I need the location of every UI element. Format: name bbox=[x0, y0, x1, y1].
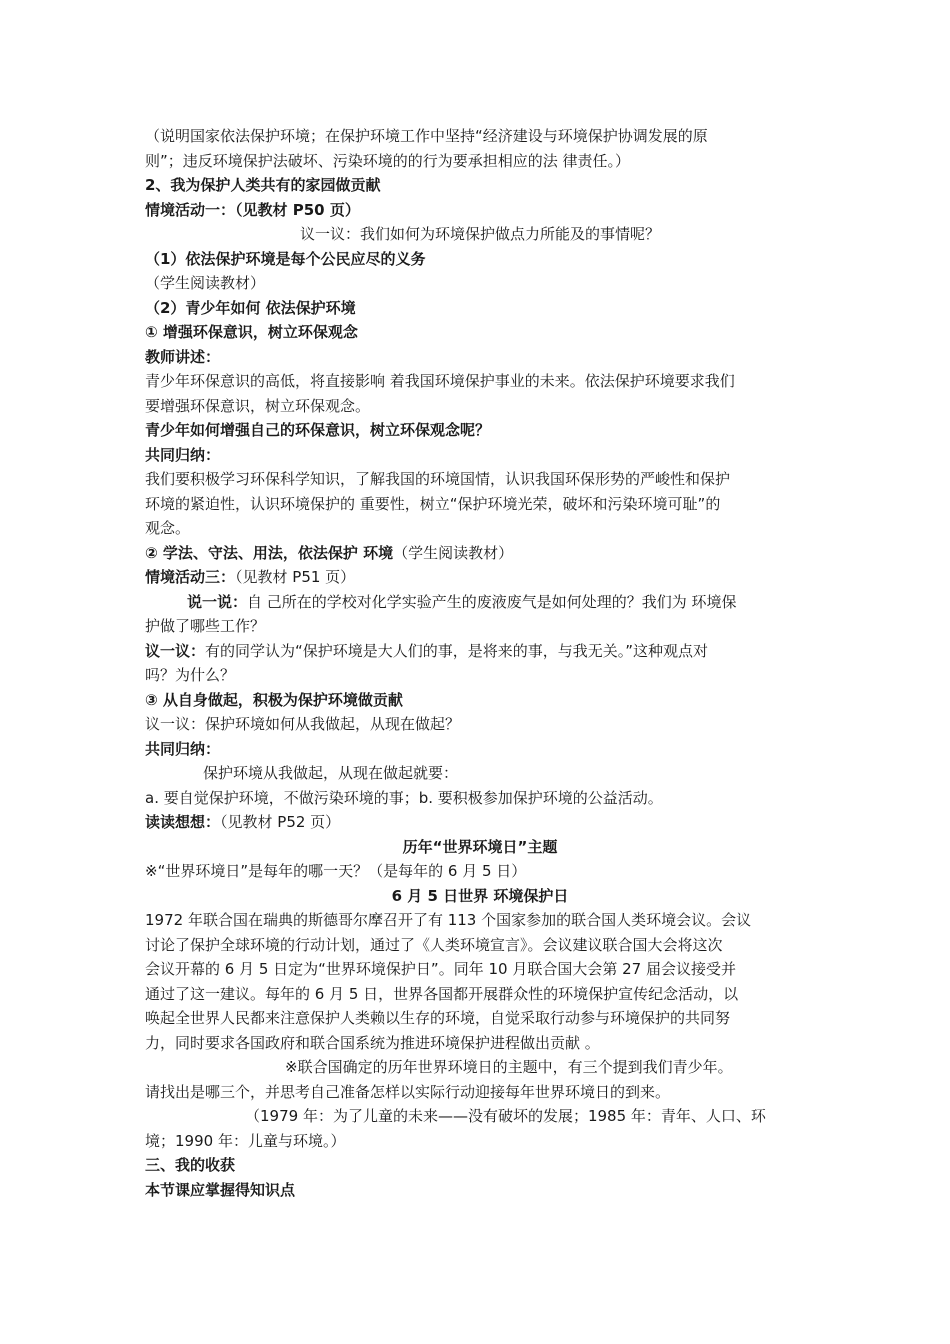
point-heading-line bbox=[145, 541, 815, 566]
point-heading: ① 增强环保意识，树立环保观念 bbox=[145, 323, 358, 341]
point-heading: ② 学法、守法、用法，依法保护 环境 bbox=[145, 543, 394, 562]
read-think-label: 读读想想： bbox=[145, 813, 221, 831]
label-line: 共同归纳： bbox=[145, 739, 221, 758]
label-line: 教师讲述： bbox=[145, 347, 221, 366]
text-line: 保护环境从我做起，从现在做起就要： bbox=[203, 764, 459, 782]
text-line: 要增强环保意识，树立环保观念。 bbox=[145, 396, 371, 415]
text-line: a. 要自觉保护环境，不做污染环境的事；b. 要积极参加保护环境的公益活动。 bbox=[145, 788, 663, 807]
label-line: 共同归纳： bbox=[145, 445, 221, 464]
text-line: 讨论了保护全球环境的行动计划，通过了《人类环境宣言》。会议建议联合国大会将这次 bbox=[145, 935, 723, 954]
text-line: 护做了哪些工作？ bbox=[145, 617, 266, 635]
text-line: ※“世界环境日”是每年的哪一天？（是每年的 6 月 5 日） bbox=[145, 862, 527, 880]
text-line: 则”；违反环境保护法破坏、污染环境的的行为要承担相应的法 律责任。） bbox=[145, 151, 631, 170]
activity-heading: 情境活动一：（见教材 P50 页） bbox=[145, 200, 360, 219]
text-line: 力，同时要求各国政府和联合国系统为推进环境保护进程做出贡献 。 bbox=[145, 1033, 600, 1052]
text-line: 观念。 bbox=[145, 519, 191, 537]
discussion-prompt-text: 议一议：我们如何为环境保护做点力所能及的事情呢？ bbox=[299, 225, 660, 243]
section-heading: 本节课应掌握得知识点 bbox=[145, 1180, 296, 1199]
text-line: 境；1990 年：儿童与环境。） bbox=[145, 1131, 346, 1150]
text-line: （说明国家依法保护环境；在保护环境工作中坚持“经济建设与环境保护协调发展的原 bbox=[145, 127, 708, 145]
discuss-label: 议一议： bbox=[145, 641, 206, 660]
text-line: ※联合国确定的历年世界环境日的主题中，有三个提到我们青少年。 bbox=[285, 1058, 733, 1076]
discussion-prompt bbox=[145, 222, 815, 247]
text-line: 环境的紧迫性，认识环境保护的 重要性，树立“保护环境光荣，破坏和污染环境可耻”的 bbox=[145, 494, 721, 513]
point-heading: ③ 从自身做起，积极为保护环境做贡献 bbox=[145, 690, 403, 709]
text-line: 吗？为什么？ bbox=[145, 666, 236, 684]
discuss-text: 有的同学认为“保护环境是大人们的事，是将来的事，与我无关。”这种观点对 bbox=[205, 641, 709, 660]
discuss-line bbox=[145, 639, 815, 664]
text-line: 我们要积极学习环保科学知识，了解我国的环境国情，认识我国环保形势的严峻性和保护 bbox=[145, 470, 731, 488]
activity-line bbox=[145, 565, 815, 590]
text-line: 议一议：保护环境如何从我做起，从现在做起？ bbox=[145, 715, 461, 733]
read-think-line bbox=[145, 810, 815, 835]
question-line: 青少年如何增强自己的环保意识，树立环保观念呢？ bbox=[145, 421, 491, 439]
say-label: 说一说： bbox=[187, 592, 248, 611]
read-think-ref: （见教材 P52 页） bbox=[220, 813, 341, 831]
text-line: （学生阅读教材） bbox=[145, 274, 266, 292]
document-page bbox=[145, 124, 815, 1202]
text-line: 请找出是哪三个，并思考自己准备怎样以实际行动迎接每年世界环境日的到来。 bbox=[145, 1082, 671, 1101]
activity-heading: 情境活动三： bbox=[145, 568, 236, 586]
topic-subtitle: 6 月 5 日世界 环境保护日 bbox=[391, 886, 569, 905]
subsection-heading: （2）青少年如何 依法保护环境 bbox=[145, 298, 356, 317]
text-line: 唤起全世界人民都来注意保护人类赖以生存的环境，自觉采取行动参与环境保护的共同努 bbox=[145, 1009, 731, 1027]
text-line: 1972 年联合国在瑞典的斯德哥尔摩召开了有 113 个国家参加的联合国人类环境会议。会议 bbox=[145, 911, 752, 929]
section-heading: 2、我为保护人类共有的家园做贡献 bbox=[145, 176, 381, 194]
topic-title: 历年“世界环境日”主题 bbox=[402, 837, 558, 856]
section-heading: 三、我的收获 bbox=[145, 1156, 236, 1174]
say-text: 自 己所在的学校对化学实验产生的废液废气是如何处理的？我们为 环境保 bbox=[247, 592, 737, 611]
point-note: （学生阅读教材） bbox=[393, 543, 514, 562]
say-line bbox=[145, 590, 815, 615]
subsection-heading: （1）依法保护环境是每个公民应尽的义务 bbox=[145, 249, 426, 268]
text-line: 青少年环保意识的高低，将直接影响 着我国环境保护事业的未来。依法保护环境要求我们 bbox=[145, 372, 735, 390]
text-line: （1979 年：为了儿童的未来——没有破坏的发展；1985 年：青年、人口、环 bbox=[245, 1107, 766, 1125]
activity-ref: （见教材 P51 页） bbox=[235, 568, 356, 586]
text-line: 会议开幕的 6 月 5 日定为“世界环境保护日”。同年 10 月联合国大会第 27 届会议接受并 bbox=[145, 960, 736, 978]
text-line: 通过了这一建议。每年的 6 月 5 日，世界各国都开展群众性的环境保护宣传纪念活动，以 bbox=[145, 984, 739, 1003]
